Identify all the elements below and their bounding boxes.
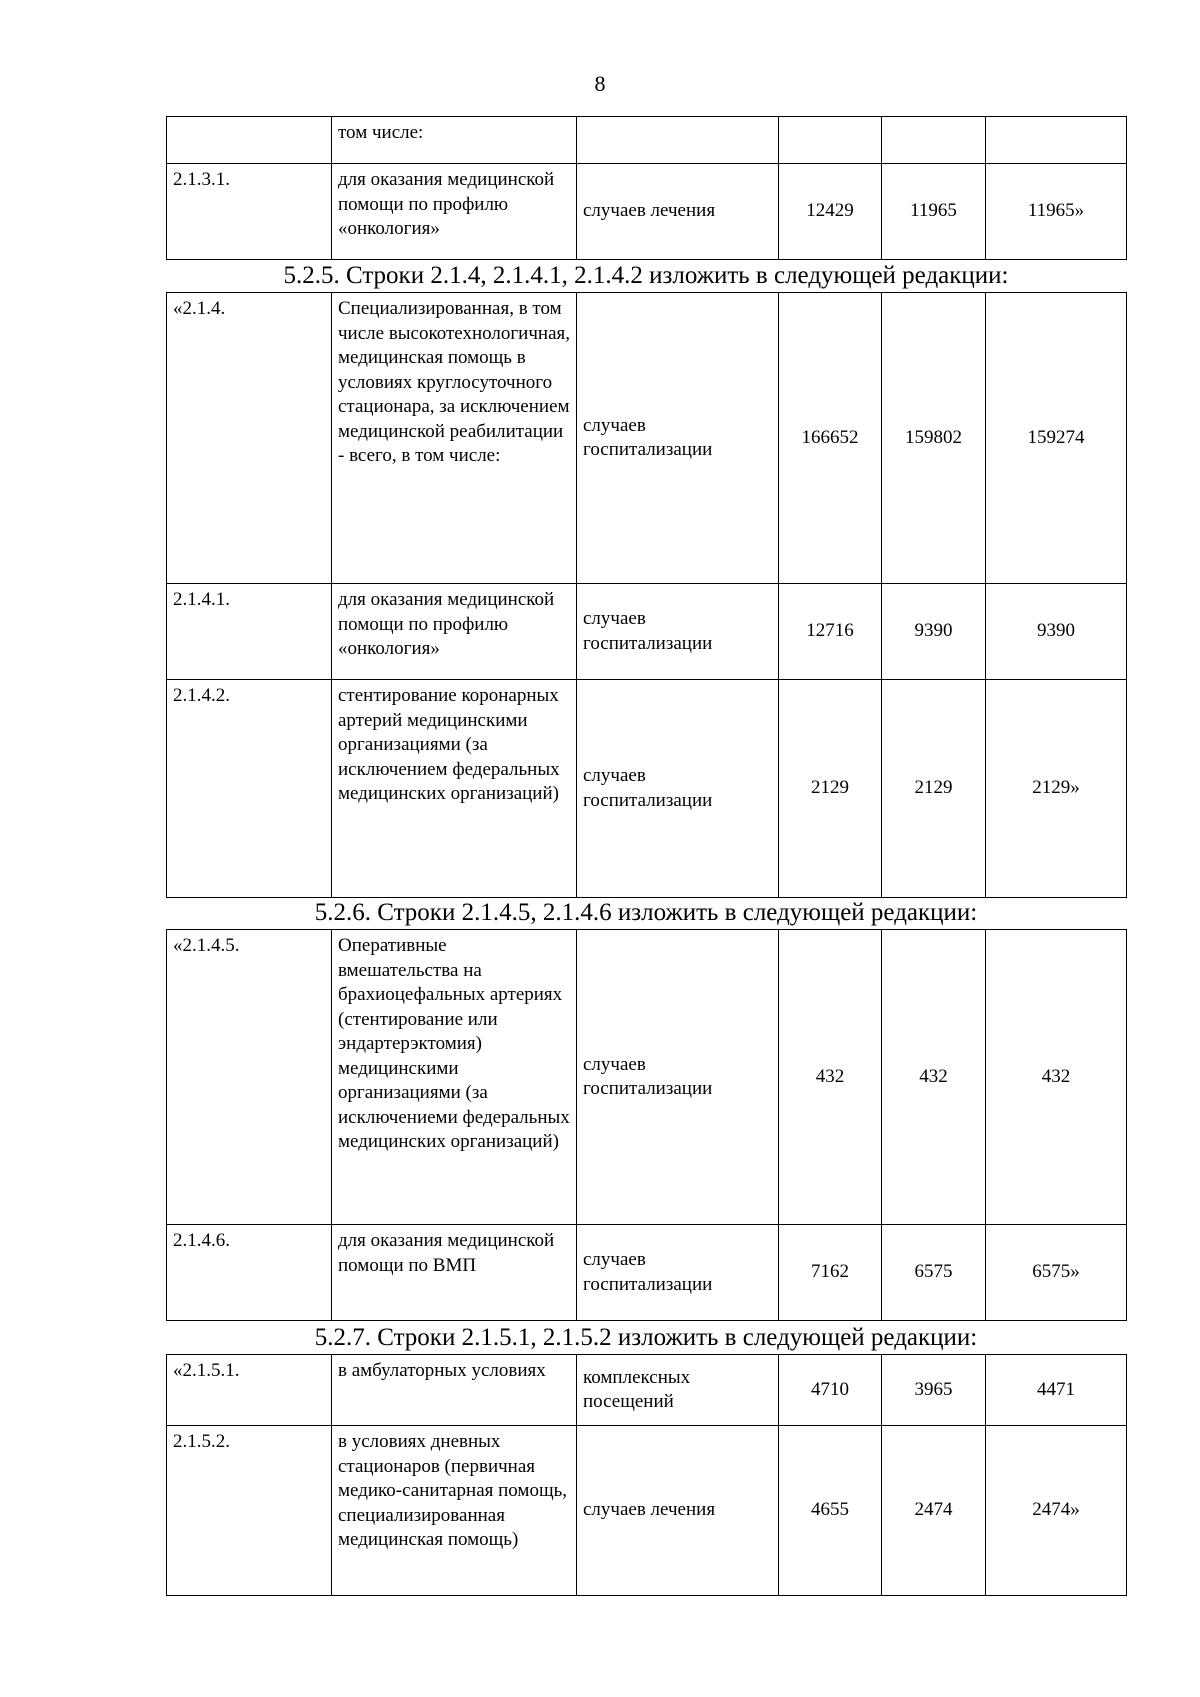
- table-row: [167, 930, 1127, 1225]
- row-number: «2.1.5.1.: [167, 1355, 332, 1426]
- page-number: 8: [594, 71, 606, 96]
- row-value-3: 11965»: [986, 164, 1127, 260]
- table-row: [167, 1225, 1127, 1321]
- row-value-1: 7162: [779, 1225, 882, 1321]
- row-unit: комплексных посещений: [577, 1355, 779, 1426]
- row-value-3: 432: [986, 930, 1127, 1225]
- row-value-2: 11965: [882, 164, 986, 260]
- table-continuation: [166, 116, 1127, 260]
- row-number: «2.1.4.5.: [167, 930, 332, 1225]
- row-name: стентирование коронарных артерий медицинскими организациями (за исключением федеральных медицинских организаций): [332, 680, 577, 898]
- row-value-1: 4655: [779, 1426, 882, 1596]
- row-unit: случаев госпитализации: [577, 584, 779, 680]
- table-2-1-4: [166, 292, 1127, 898]
- row-value-3: 2129»: [986, 680, 1127, 898]
- row-name: Оперативные вмешательства на брахиоцефальных артериях (стентирование или эндартерэктомия) медицинскими организациями (за исключениеми федеральных медицинских организаций): [332, 930, 577, 1225]
- row-value-1: 12429: [779, 164, 882, 260]
- row-value-2: 432: [882, 930, 986, 1225]
- row-number: 2.1.4.6.: [167, 1225, 332, 1321]
- row-name: в условиях дневных стационаров (первичная медико-санитарная помощь, специализированная медицинская помощь): [332, 1426, 577, 1596]
- table-row: [167, 584, 1127, 680]
- row-number: 2.1.4.1.: [167, 584, 332, 680]
- table-row: [167, 1426, 1127, 1596]
- row-value-1: 2129: [779, 680, 882, 898]
- row-name: Специализированная, в том числе высокотехнологичная, медицинская помощь в условиях круглосуточного стационара, за исключением медицинской реабилитации - всего, в том числе:: [332, 293, 577, 584]
- row-name: для оказания медицинской помощи по ВМП: [332, 1225, 577, 1321]
- row-name: в амбулаторных условиях: [332, 1355, 577, 1426]
- row-unit: случаев госпитализации: [577, 1225, 779, 1321]
- section-heading-5-2-5: 5.2.5. Строки 2.1.4, 2.1.4.1, 2.1.4.2 изложить в следующей редакции:: [283, 262, 1009, 289]
- row-value-3: 9390: [986, 584, 1127, 680]
- table-2-1-5: [166, 1354, 1127, 1596]
- row-value-1: 432: [779, 930, 882, 1225]
- row-number: 2.1.5.2.: [167, 1426, 332, 1596]
- row-value-1: 12716: [779, 584, 882, 680]
- row-value-2: 159802: [882, 293, 986, 584]
- row-value-3: 4471: [986, 1355, 1127, 1426]
- section-heading-5-2-6: 5.2.6. Строки 2.1.4.5, 2.1.4.6 изложить в следующей редакции:: [314, 899, 978, 926]
- row-value-3: 6575»: [986, 1225, 1127, 1321]
- row-value-2: 3965: [882, 1355, 986, 1426]
- table-row: [167, 117, 1127, 164]
- row-number: «2.1.4.: [167, 293, 332, 584]
- row-unit: случаев госпитализации: [577, 680, 779, 898]
- table-2-1-4-5: [166, 929, 1127, 1321]
- table-row: [167, 164, 1127, 260]
- row-value-3: 159274: [986, 293, 1127, 584]
- row-value-2: 6575: [882, 1225, 986, 1321]
- row-number: 2.1.3.1.: [167, 164, 332, 260]
- row-value-3: 2474»: [986, 1426, 1127, 1596]
- row-value-2: 2474: [882, 1426, 986, 1596]
- row-value-1: 4710: [779, 1355, 882, 1426]
- section-heading-5-2-7: 5.2.7. Строки 2.1.5.1, 2.1.5.2 изложить в следующей редакции:: [314, 1324, 978, 1351]
- row-value-2: [882, 117, 986, 164]
- row-value-1: 166652: [779, 293, 882, 584]
- row-number: [167, 117, 332, 164]
- row-unit: случаев госпитализации: [577, 930, 779, 1225]
- row-value-2: 9390: [882, 584, 986, 680]
- row-value-3: [986, 117, 1127, 164]
- row-name: для оказания медицинской помощи по профилю «онкология»: [332, 164, 577, 260]
- table-row: [167, 293, 1127, 584]
- row-unit: случаев лечения: [577, 164, 779, 260]
- table-row: [167, 1355, 1127, 1426]
- row-name: том числе:: [332, 117, 577, 164]
- row-number: 2.1.4.2.: [167, 680, 332, 898]
- row-value-2: 2129: [882, 680, 986, 898]
- row-unit: случаев госпитализации: [577, 293, 779, 584]
- row-name: для оказания медицинской помощи по профилю «онкология»: [332, 584, 577, 680]
- row-unit: [577, 117, 779, 164]
- row-unit: случаев лечения: [577, 1426, 779, 1596]
- table-row: [167, 680, 1127, 898]
- row-value-1: [779, 117, 882, 164]
